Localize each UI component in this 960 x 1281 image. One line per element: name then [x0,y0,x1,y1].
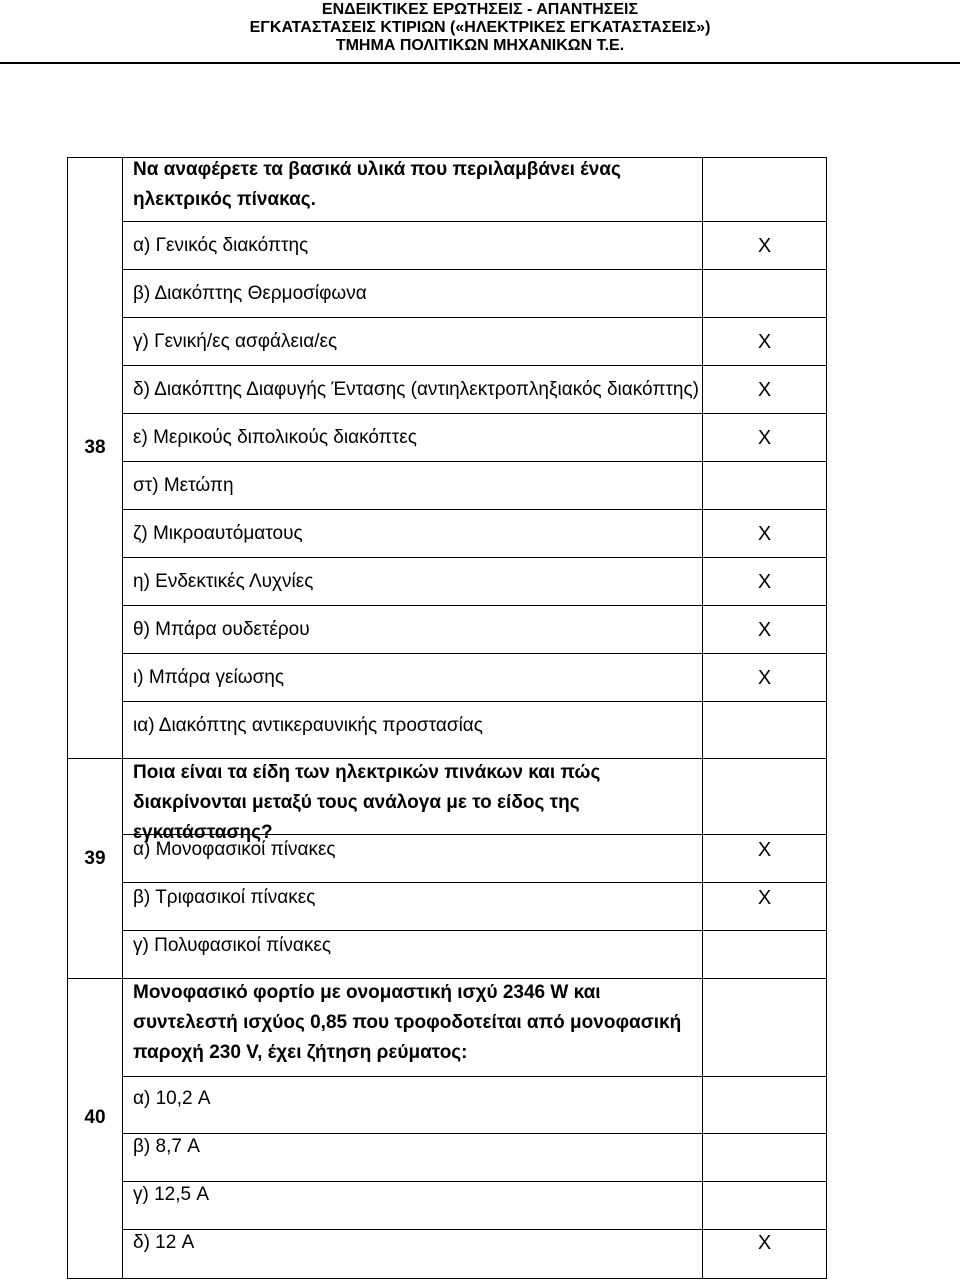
rule [122,1133,827,1134]
rule [122,1181,827,1182]
rule [122,882,827,883]
answer-mark: X [757,235,772,257]
answer-mark: X [757,1232,772,1254]
answer-option: γ) 12,5 A [133,1184,210,1205]
rule [122,701,827,702]
question-number: 39 [84,848,106,869]
answer-option: α) Μονοφασικοί πίνακες [133,839,336,860]
rule [122,317,827,318]
question-number: 38 [84,437,106,458]
table-divider-number [122,157,123,1279]
header-line-2: ΕΓΚΑΤΑΣΤΑΣΕΙΣ ΚΤΙΡΙΩΝ («ΗΛΕΚΤΡΙΚΕΣ ΕΓΚΑΤΑΣΤΑΣΕΙΣ») [249,19,711,36]
header-line-1: ΕΝΔΕΙΚΤΙΚΕΣ ΕΡΩΤΗΣΕΙΣ - ΑΠΑΝΤΗΣΕΙΣ [321,1,639,18]
answer-option: θ) Μπάρα ουδετέρου [133,619,310,640]
rule [122,930,827,931]
answer-option: γ) Γενική/ες ασφάλεια/ες [133,331,338,352]
rule [122,365,827,366]
answer-option: η) Ενδεκτικές Λυχνίες [133,571,314,592]
answer-option: β) 8,7 A [133,1136,200,1157]
rule [122,269,827,270]
rule [122,1076,827,1077]
question-text: Να αναφέρετε τα βασικά υλικά που περιλαμβάνει ένας ηλεκτρικός πίνακας. [133,159,621,210]
answer-option: ζ) Μικροαυτόματους [133,523,303,544]
answer-mark: X [757,379,772,401]
table-border-bottom [67,1278,827,1279]
answer-mark: X [757,667,772,689]
answer-option: γ) Πολυφασικοί πίνακες [133,935,331,956]
rule [122,605,827,606]
answer-option: α) Γενικός διακόπτης [133,235,309,256]
table-divider-answer [702,157,703,1279]
answer-option: ε) Μερικούς διπολικούς διακόπτες [133,427,417,448]
answer-mark: X [757,887,772,909]
rule [122,221,827,222]
answer-mark: X [757,839,772,861]
answer-option: ι) Μπάρα γείωσης [133,667,285,688]
answer-option: δ) 12 A [133,1232,195,1253]
answer-option: ια) Διακόπτης αντικεραυνικής προστασίας [133,715,483,736]
answer-option: β) Τριφασικοί πίνακες [133,887,316,908]
question-number: 40 [84,1107,106,1128]
header-line-3: ΤΜΗΜΑ ΠΟΛΙΤΙΚΩΝ ΜΗΧΑΝΙΚΩΝ Τ.Ε. [335,37,625,54]
answer-mark: X [757,427,772,449]
table-border-right [826,157,827,1279]
answer-mark: X [757,571,772,593]
question-text: Ποια είναι τα είδη των ηλεκτρικών πινάκων και πώς διακρίνονται μεταξύ τους ανάλογα με το είδος της εγκατάστασης? [133,762,601,843]
rule [122,509,827,510]
answer-option: δ) Διακόπτης Διαφυγής Έντασης (αντιηλεκτροπληξιακός διακόπτης) [133,379,699,400]
rule [122,653,827,654]
rule [122,461,827,462]
rule [122,1229,827,1230]
answer-mark: X [757,331,772,353]
answer-mark: X [757,619,772,641]
answer-option: στ) Μετώπη [133,475,234,496]
rule [122,557,827,558]
answer-option: α) 10,2 A [133,1088,211,1109]
rule [122,413,827,414]
question-text: Μονοφασικό φορτίο με ονομαστική ισχύ 2346 W και συντελεστή ισχύος 0,85 που τροφοδοτείται από μονοφασική παροχή 230 V, έχει ζήτηση ρεύματος: [133,982,682,1063]
answer-option: β) Διακόπτης Θερμοσίφωνα [133,283,367,304]
answer-mark: X [757,523,772,545]
